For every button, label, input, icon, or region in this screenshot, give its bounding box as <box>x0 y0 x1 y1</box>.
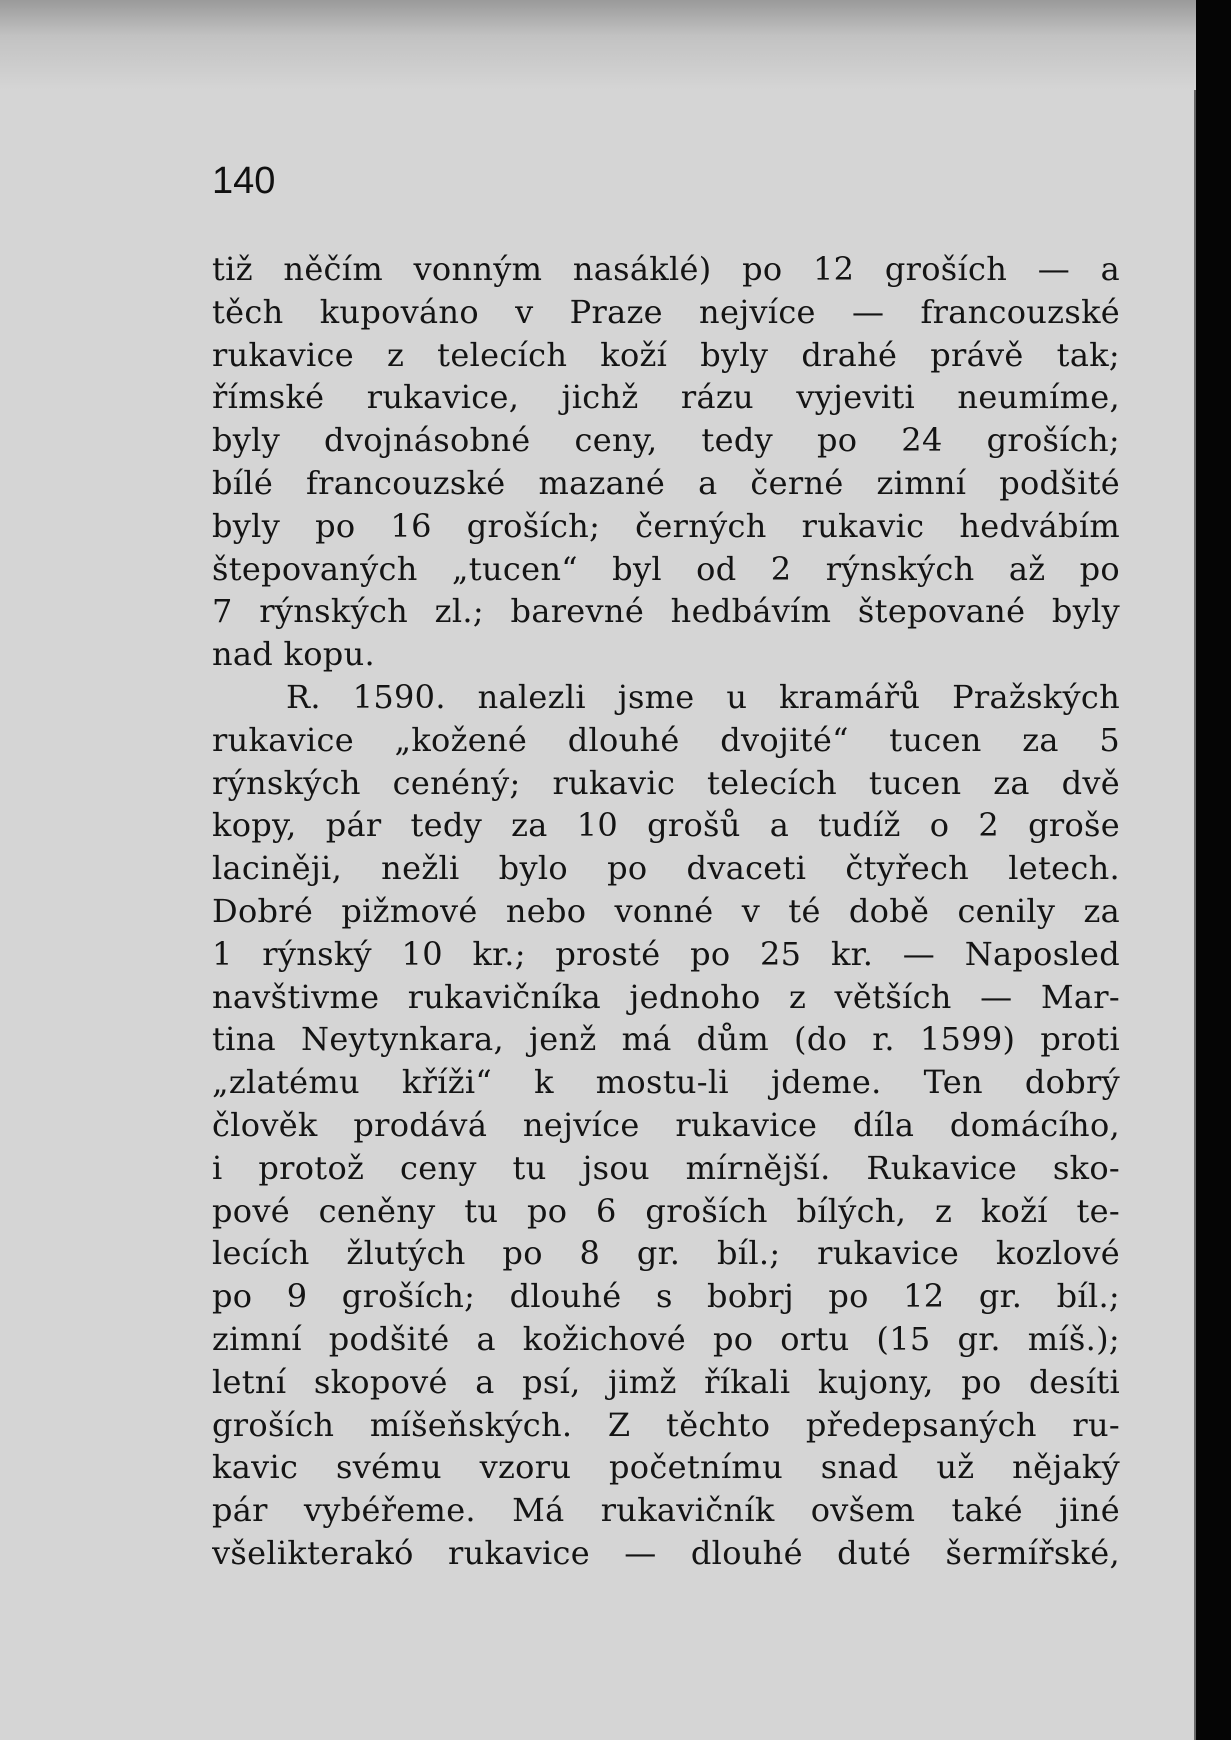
text-line: bílé francouzské mazané a černé zimní podšité <box>212 463 1120 502</box>
text-line: tiž něčím vonným nasáklé) po 12 groších — a <box>212 250 1120 288</box>
text-line: 7 rýnských zl.; barevné hedbávím štepované byly <box>212 592 1120 631</box>
text-line: zimní podšité a kožichové po ortu (15 gr. míš.); <box>212 1319 1120 1358</box>
scan-shadow <box>0 0 1196 90</box>
text-line: byly dvojnásobné ceny, tedy po 24 groších; <box>212 421 1120 460</box>
page-number: 140 <box>212 160 276 202</box>
text-line: byly po 16 groších; černých rukavic hedvábím <box>212 506 1120 545</box>
text-line: kopy, pár tedy za 10 grošů a tudíž o 2 groše <box>212 806 1120 845</box>
text-line: nad kopu. <box>212 635 375 674</box>
text-line: rukavice z telecích koží byly drahé právě tak; <box>212 335 1120 374</box>
text-line: pové ceněny tu po 6 groších bílých, z koží te- <box>212 1191 1120 1230</box>
text-line: pár vybéřeme. Má rukavičník ovšem také jiné <box>212 1491 1120 1530</box>
text-line: člověk prodává nejvíce rukavice díla domácího, <box>212 1105 1120 1144</box>
text-line: laciněji, nežli bylo po dvaceti čtyřech letech. <box>212 849 1120 888</box>
text-line: všelikterakó rukavice — dlouhé duté šermířské, <box>212 1533 1120 1572</box>
text-line: 1 rýnský 10 kr.; prosté po 25 kr. — Naposled <box>212 934 1120 973</box>
text-line: rýnských cenéný; rukavic telecích tucen za dvě <box>212 763 1120 802</box>
scan-border <box>1196 0 1231 1740</box>
text-line: lecích žlutých po 8 gr. bíl.; rukavice kozlové <box>212 1234 1120 1273</box>
text-line: štepovaných „tucen“ byl od 2 rýnských až po <box>212 549 1120 588</box>
text-line: tina Neytynkara, jenž má dům (do r. 1599) proti <box>212 1020 1120 1059</box>
text-line: římské rukavice, jichž rázu vyjeviti neumíme, <box>212 378 1120 417</box>
text-line: R. 1590. nalezli jsme u kramářů Pražských <box>286 677 1120 716</box>
text-line: groších míšeňských. Z těchto předepsaných ru- <box>212 1405 1120 1444</box>
text-line: Dobré pižmové nebo vonné v té době cenily za <box>212 891 1120 930</box>
text-line: těch kupováno v Praze nejvíce — francouzské <box>212 292 1120 331</box>
text-line: letní skopové a psí, jimž říkali kujony, po desíti <box>212 1362 1120 1401</box>
text-line: „zlatému kříži“ k mostu-li jdeme. Ten dobrý <box>212 1063 1120 1102</box>
text-line: kavic svému vzoru početnímu snad už nějaký <box>212 1448 1120 1487</box>
text-line: i protož ceny tu jsou mírnější. Rukavice sko- <box>212 1148 1120 1187</box>
text-line: navštivme rukavičníka jednoho z větších — Mar- <box>212 977 1120 1016</box>
text-line: rukavice „kožené dlouhé dvojité“ tucen za 5 <box>212 720 1120 759</box>
text-line: po 9 groších; dlouhé s bobrj po 12 gr. bíl.; <box>212 1277 1120 1316</box>
body-text <box>212 248 1120 1575</box>
